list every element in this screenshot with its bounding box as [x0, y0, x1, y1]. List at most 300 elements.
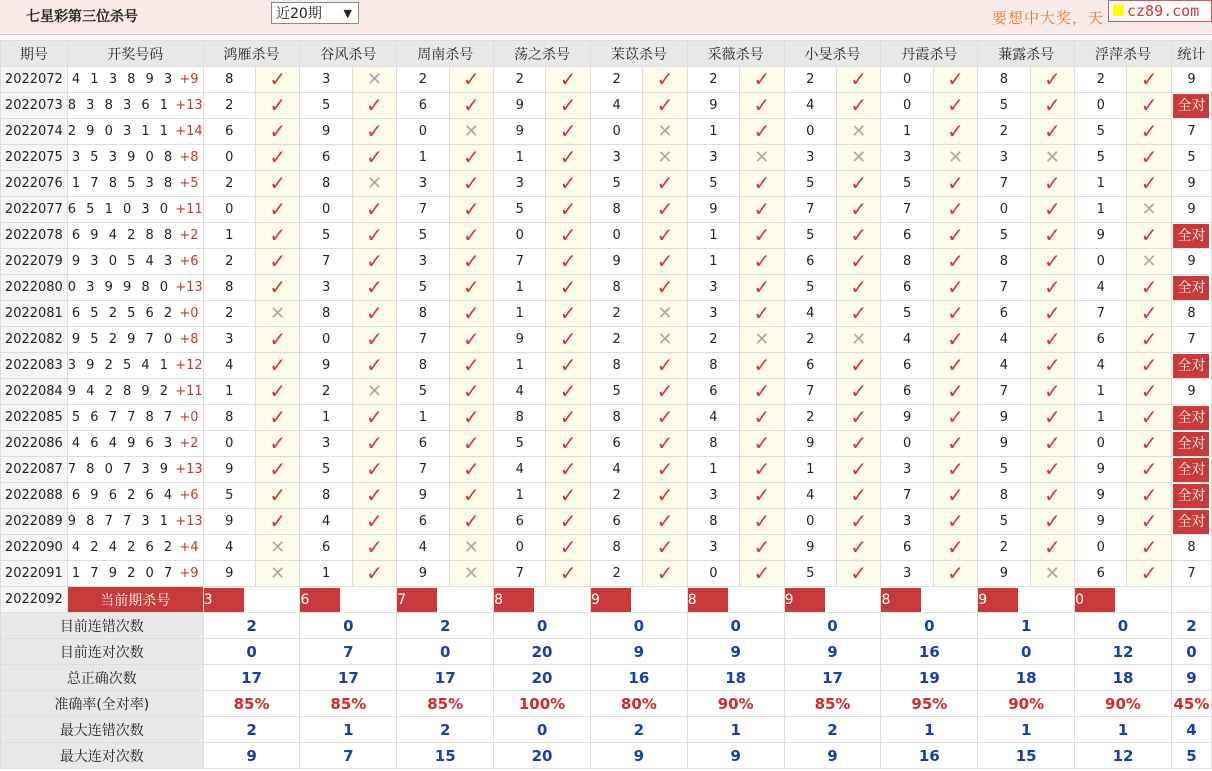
result-cell [1127, 145, 1172, 171]
check-icon: ✓ [269, 379, 287, 403]
stat-value: 80% [590, 691, 687, 717]
draw-sum: +14 [171, 124, 203, 139]
check-icon: ✓ [753, 353, 771, 377]
result-cell [933, 249, 978, 275]
cross-icon: ✕ [851, 120, 867, 142]
check-icon: ✓ [462, 197, 480, 221]
cross-icon: ✕ [463, 562, 479, 584]
kill-value: 4 [687, 405, 739, 431]
check-icon: ✓ [656, 67, 674, 91]
table-row [1, 171, 1212, 197]
result-cell [933, 119, 978, 145]
result-cell [1127, 405, 1172, 431]
kill-value: 3 [590, 145, 642, 171]
result-cell [1030, 509, 1075, 535]
check-icon: ✓ [1140, 119, 1158, 143]
draw-sum: +13 [171, 98, 203, 113]
check-icon: ✓ [559, 301, 577, 325]
check-icon: ✓ [947, 535, 964, 559]
issue-number: 2022091 [1, 561, 68, 587]
result-cell [740, 327, 785, 353]
check-icon: ✓ [366, 249, 383, 273]
stat-value: 2 [784, 717, 881, 743]
row-total [1171, 483, 1211, 509]
cross-icon: ✕ [657, 146, 673, 168]
check-icon: ✓ [947, 223, 964, 247]
result-cell [836, 405, 881, 431]
kill-value: 4 [784, 301, 836, 327]
kill-value: 2 [1075, 67, 1127, 93]
kill-value: 9 [687, 93, 739, 119]
kill-value: 9 [494, 93, 546, 119]
check-icon: ✓ [1043, 93, 1061, 117]
check-icon: ✓ [462, 405, 480, 429]
result-cell [449, 561, 494, 587]
result-cell [255, 93, 300, 119]
kill-value: 2 [590, 483, 642, 509]
cross-icon: ✕ [366, 68, 383, 90]
check-icon: ✓ [947, 483, 964, 507]
stat-value: 7 [300, 743, 397, 769]
issue-number: 2022087 [1, 457, 68, 483]
kill-value: 3 [300, 275, 352, 301]
current-kill-number: 8 [494, 588, 534, 612]
check-icon: ✓ [1043, 327, 1061, 351]
check-icon: ✓ [656, 249, 674, 273]
check-icon: ✓ [947, 171, 964, 195]
cross-icon: ✕ [270, 562, 286, 584]
result-cell [836, 275, 881, 301]
result-cell [449, 405, 494, 431]
check-icon: ✓ [462, 171, 480, 195]
check-icon: ✓ [1043, 483, 1061, 507]
check-icon: ✓ [850, 67, 868, 91]
result-cell [255, 379, 300, 405]
result-cell [643, 67, 688, 93]
result-cell [255, 223, 300, 249]
result-cell [449, 535, 494, 561]
check-icon: ✓ [462, 457, 480, 481]
kill-value: 9 [397, 561, 449, 587]
check-icon: ✓ [947, 249, 964, 273]
kill-value: 3 [397, 171, 449, 197]
current-kill-cell [300, 587, 397, 613]
check-icon: ✓ [1140, 379, 1158, 403]
kill-value: 1 [687, 249, 739, 275]
stat-value: 1 [300, 717, 397, 743]
table-row [1, 197, 1212, 223]
check-icon: ✓ [366, 301, 383, 325]
row-total: 9 [1171, 379, 1211, 405]
draw-digits: 6 9 4 2 8 8 [71, 228, 176, 243]
result-cell [740, 171, 785, 197]
kill-value: 5 [784, 171, 836, 197]
all-correct-badge: 全对 [1173, 484, 1209, 508]
table-row [1, 93, 1212, 119]
check-icon: ✓ [462, 275, 480, 299]
result-cell [933, 145, 978, 171]
result-cell [643, 405, 688, 431]
check-icon: ✓ [947, 509, 964, 533]
kill-value: 6 [300, 535, 352, 561]
result-cell [449, 119, 494, 145]
stat-value: 0 [494, 613, 591, 639]
kill-value: 1 [1075, 379, 1127, 405]
period-select[interactable] [271, 2, 359, 24]
result-cell [352, 483, 397, 509]
check-icon: ✓ [656, 561, 674, 585]
check-icon: ✓ [462, 145, 480, 169]
kill-value: 4 [784, 93, 836, 119]
result-cell [1030, 223, 1075, 249]
result-cell [643, 483, 688, 509]
kill-value: 3 [300, 431, 352, 457]
kill-value: 8 [397, 301, 449, 327]
check-icon: ✓ [850, 353, 868, 377]
result-cell [546, 301, 591, 327]
result-cell [546, 431, 591, 457]
kill-value: 8 [203, 405, 255, 431]
stat-total: 4 [1171, 717, 1211, 743]
kill-value: 1 [687, 457, 739, 483]
current-kill-number: 3 [204, 588, 244, 612]
all-correct-badge: 全对 [1173, 224, 1209, 248]
draw-sum: +9 [175, 72, 199, 87]
kill-value: 3 [397, 249, 449, 275]
check-icon: ✓ [1043, 301, 1061, 325]
stat-value: 16 [881, 743, 978, 769]
kill-value: 1 [494, 353, 546, 379]
result-cell [836, 535, 881, 561]
result-cell [449, 249, 494, 275]
kill-value: 5 [978, 93, 1030, 119]
draw-numbers [67, 405, 203, 431]
result-cell [255, 145, 300, 171]
result-cell [643, 509, 688, 535]
stat-row [1, 639, 1212, 665]
table-row [1, 145, 1212, 171]
stat-value: 85% [397, 691, 494, 717]
row-total [1171, 509, 1211, 535]
result-cell [449, 93, 494, 119]
stat-value: 20 [494, 743, 591, 769]
kill-value: 7 [978, 275, 1030, 301]
stat-value: 0 [687, 613, 784, 639]
draw-numbers [67, 483, 203, 509]
check-icon: ✓ [1043, 197, 1061, 221]
stat-value: 0 [784, 613, 881, 639]
result-cell [836, 353, 881, 379]
cross-icon: ✕ [463, 120, 479, 142]
result-cell [449, 431, 494, 457]
check-icon: ✓ [1140, 275, 1158, 299]
current-issue-number: 2022092 [1, 587, 68, 613]
kill-value: 9 [881, 405, 933, 431]
check-icon: ✓ [850, 405, 868, 429]
result-cell [546, 223, 591, 249]
kill-value: 1 [494, 301, 546, 327]
check-icon: ✓ [753, 67, 771, 91]
draw-digits: 9 8 7 7 3 1 [67, 514, 172, 529]
kill-value: 5 [590, 379, 642, 405]
result-cell [1127, 535, 1172, 561]
kill-value: 2 [590, 561, 642, 587]
draw-sum: +2 [175, 228, 199, 243]
check-icon: ✓ [753, 223, 771, 247]
row-total: 8 [1171, 301, 1211, 327]
kill-value: 0 [590, 119, 642, 145]
column-header: 期号 [1, 41, 68, 67]
check-icon: ✓ [269, 249, 287, 273]
draw-sum: +13 [171, 280, 203, 295]
result-cell [836, 509, 881, 535]
check-icon: ✓ [850, 509, 868, 533]
result-cell [1127, 301, 1172, 327]
result-cell [352, 405, 397, 431]
result-cell [1127, 327, 1172, 353]
stat-value: 0 [1075, 613, 1172, 639]
kill-value: 2 [784, 67, 836, 93]
kill-value: 3 [687, 275, 739, 301]
check-icon: ✓ [850, 457, 868, 481]
kill-value: 1 [203, 379, 255, 405]
column-header: 周南杀号 [397, 41, 494, 67]
current-kill-cell [687, 587, 784, 613]
kill-value: 4 [881, 327, 933, 353]
kill-value: 9 [1075, 509, 1127, 535]
row-total: 9 [1171, 171, 1211, 197]
check-icon: ✓ [947, 301, 964, 325]
result-cell [933, 405, 978, 431]
kill-value: 8 [687, 509, 739, 535]
row-total: 9 [1171, 197, 1211, 223]
issue-number: 2022076 [1, 171, 68, 197]
result-cell [643, 145, 688, 171]
kill-value: 4 [978, 327, 1030, 353]
result-cell [836, 223, 881, 249]
result-cell [933, 353, 978, 379]
draw-numbers [67, 275, 203, 301]
result-cell [546, 483, 591, 509]
current-total [1171, 587, 1211, 613]
check-icon: ✓ [1140, 67, 1158, 91]
site-logo[interactable] [1108, 0, 1212, 22]
result-cell [1030, 145, 1075, 171]
check-icon: ✓ [559, 535, 577, 559]
result-cell [255, 353, 300, 379]
table-row [1, 327, 1212, 353]
result-cell [643, 535, 688, 561]
result-cell [836, 301, 881, 327]
result-cell [933, 535, 978, 561]
kill-value: 0 [1075, 249, 1127, 275]
check-icon: ✓ [366, 93, 383, 117]
cross-icon: ✕ [851, 328, 867, 350]
result-cell [643, 301, 688, 327]
issue-number: 2022079 [1, 249, 68, 275]
result-cell [1127, 223, 1172, 249]
row-total: 7 [1171, 327, 1211, 353]
draw-sum: +2 [175, 436, 199, 451]
check-icon: ✓ [1140, 431, 1158, 455]
draw-digits: 7 8 0 7 3 9 [67, 462, 172, 477]
result-cell [836, 145, 881, 171]
result-cell [933, 197, 978, 223]
cross-icon: ✕ [1044, 562, 1060, 584]
stat-value: 16 [881, 639, 978, 665]
all-correct-badge: 全对 [1173, 432, 1209, 456]
current-kill-number: 0 [1075, 588, 1115, 612]
result-cell [1127, 67, 1172, 93]
current-kill-cell [881, 587, 978, 613]
kill-value: 5 [784, 223, 836, 249]
result-cell [352, 93, 397, 119]
result-cell [933, 431, 978, 457]
check-icon: ✓ [366, 561, 383, 585]
issue-number: 2022073 [1, 93, 68, 119]
kill-value: 9 [1075, 457, 1127, 483]
check-icon: ✓ [753, 249, 771, 273]
kill-value: 0 [494, 223, 546, 249]
check-icon: ✓ [947, 353, 964, 377]
kill-value: 3 [494, 171, 546, 197]
cross-icon: ✕ [366, 380, 383, 402]
current-kill-number: 9 [785, 588, 825, 612]
result-cell [546, 561, 591, 587]
result-cell [352, 379, 397, 405]
kill-value: 9 [784, 431, 836, 457]
check-icon: ✓ [1140, 405, 1158, 429]
check-icon: ✓ [1043, 431, 1061, 455]
column-header: 开奖号码 [67, 41, 203, 67]
result-cell [1030, 197, 1075, 223]
stat-value: 1 [687, 717, 784, 743]
check-icon: ✓ [656, 457, 674, 481]
draw-sum: +11 [171, 202, 203, 217]
result-cell [740, 379, 785, 405]
check-icon: ✓ [1043, 67, 1061, 91]
kill-value: 2 [784, 405, 836, 431]
issue-number: 2022085 [1, 405, 68, 431]
kill-value: 7 [881, 197, 933, 223]
kill-value: 7 [494, 249, 546, 275]
result-cell [255, 509, 300, 535]
logo-square-icon [1113, 5, 1124, 16]
kill-value: 8 [687, 431, 739, 457]
result-cell [836, 197, 881, 223]
kill-value: 0 [978, 197, 1030, 223]
kill-value: 3 [687, 483, 739, 509]
kill-value: 2 [590, 67, 642, 93]
check-icon: ✓ [656, 431, 674, 455]
stat-value: 85% [203, 691, 300, 717]
result-cell [933, 171, 978, 197]
kill-value: 2 [203, 249, 255, 275]
kill-value: 5 [494, 431, 546, 457]
check-icon: ✓ [753, 431, 771, 455]
check-icon: ✓ [462, 379, 480, 403]
check-icon: ✓ [269, 119, 287, 143]
kill-value: 7 [494, 561, 546, 587]
kill-value: 2 [397, 67, 449, 93]
current-kill-number: 9 [591, 588, 631, 612]
kill-value: 5 [590, 171, 642, 197]
kill-value: 3 [300, 67, 352, 93]
draw-digits: 3 5 3 9 0 8 [71, 150, 176, 165]
check-icon: ✓ [850, 197, 868, 221]
result-cell [643, 431, 688, 457]
kill-value: 9 [203, 509, 255, 535]
kill-value: 5 [687, 171, 739, 197]
result-cell [836, 561, 881, 587]
check-icon: ✓ [850, 535, 868, 559]
check-icon: ✓ [1043, 535, 1061, 559]
kill-value: 2 [687, 327, 739, 353]
kill-value: 5 [300, 223, 352, 249]
result-cell [933, 379, 978, 405]
kill-value: 4 [397, 535, 449, 561]
draw-digits: 5 6 7 7 8 7 [71, 410, 176, 425]
result-cell [1127, 171, 1172, 197]
stat-label: 最大连对次数 [1, 743, 204, 769]
check-icon: ✓ [269, 483, 287, 507]
kill-value: 5 [300, 93, 352, 119]
row-total: 5 [1171, 145, 1211, 171]
result-cell [1030, 353, 1075, 379]
result-cell [740, 67, 785, 93]
check-icon: ✓ [1140, 353, 1158, 377]
draw-numbers [67, 223, 203, 249]
result-cell [449, 509, 494, 535]
kill-value: 5 [978, 223, 1030, 249]
check-icon: ✓ [366, 405, 383, 429]
stat-value: 9 [687, 639, 784, 665]
kill-value: 0 [397, 119, 449, 145]
kill-value: 0 [203, 197, 255, 223]
kill-value: 8 [300, 301, 352, 327]
column-header: 茉苡杀号 [590, 41, 687, 67]
check-icon: ✓ [850, 379, 868, 403]
result-cell [449, 327, 494, 353]
cross-icon: ✕ [657, 328, 673, 350]
check-icon: ✓ [850, 275, 868, 299]
current-kill-number: 9 [978, 588, 1018, 612]
result-cell [1030, 67, 1075, 93]
check-icon: ✓ [850, 93, 868, 117]
result-cell [449, 275, 494, 301]
draw-numbers [67, 327, 203, 353]
result-cell [352, 509, 397, 535]
kill-value: 6 [203, 119, 255, 145]
check-icon: ✓ [753, 275, 771, 299]
result-cell [1030, 431, 1075, 457]
table-row [1, 119, 1212, 145]
stat-value: 85% [300, 691, 397, 717]
result-cell [643, 327, 688, 353]
draw-digits: 1 7 8 5 3 8 [71, 176, 176, 191]
all-correct-badge: 全对 [1173, 354, 1209, 378]
cross-icon: ✕ [754, 328, 770, 350]
stat-value: 20 [494, 639, 591, 665]
kill-value: 1 [1075, 171, 1127, 197]
draw-numbers [67, 509, 203, 535]
result-cell [449, 67, 494, 93]
check-icon: ✓ [656, 379, 674, 403]
current-kill-cell [203, 587, 300, 613]
result-cell [1030, 535, 1075, 561]
check-icon: ✓ [366, 353, 383, 377]
column-header: 浮萍杀号 [1075, 41, 1172, 67]
